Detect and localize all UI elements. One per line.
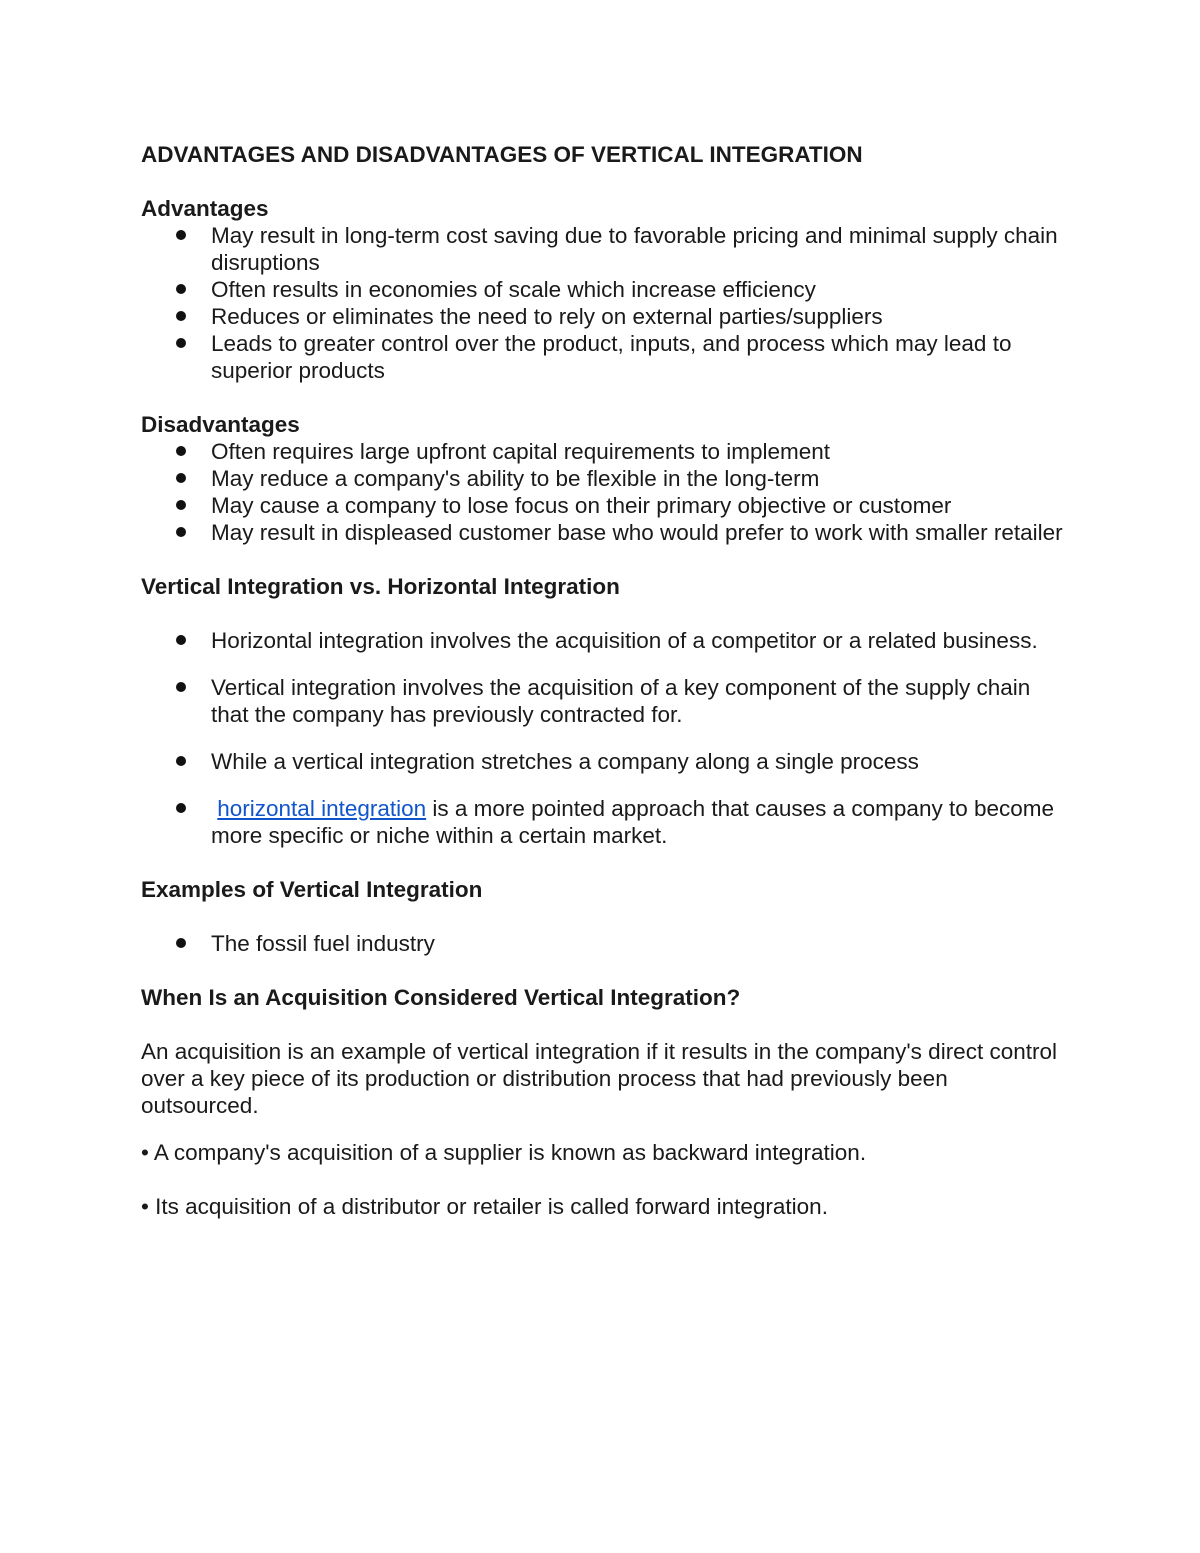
- examples-list: [141, 930, 1071, 957]
- list-item: [141, 748, 1071, 775]
- list-item: [141, 222, 1071, 276]
- examples-heading: Examples of Vertical Integration: [141, 877, 483, 902]
- advantages-heading: Advantages: [141, 196, 269, 221]
- vs-horizontal-heading: Vertical Integration vs. Horizontal Integration: [141, 574, 620, 599]
- disadvantages-heading: Disadvantages: [141, 412, 300, 437]
- list-item-text: May result in long-term cost saving due to favorable pricing and minimal supply chain disruptions: [211, 223, 1058, 275]
- list-item-text: is a more pointed approach that causes a company to become more specific or niche within a certain market.: [211, 796, 1055, 848]
- list-item: [141, 627, 1071, 654]
- list-item-text: While a vertical integration stretches a company along a single process: [211, 749, 919, 774]
- spacer: [141, 600, 1071, 627]
- horizontal-integration-link[interactable]: horizontal integration: [217, 796, 427, 821]
- list-item-text: Reduces or eliminates the need to rely on external parties/suppliers: [211, 304, 883, 329]
- list-item: [141, 674, 1071, 728]
- bullet-icon: [176, 500, 186, 510]
- spacer: [141, 546, 1071, 573]
- acquisition-paragraph: An acquisition is an example of vertical integration if it results in the company's direct control over a key piece of its production or distribution process that had previously been outsourced.: [141, 1039, 1057, 1118]
- list-item: [141, 795, 1071, 849]
- list-item: [141, 438, 1071, 465]
- list-item-text: Vertical integration involves the acquisition of a key component of the supply chain that the company has previously contracted for.: [211, 675, 1031, 727]
- bullet-icon: [176, 311, 186, 321]
- bullet-icon: [176, 803, 186, 813]
- bullet-icon: [176, 682, 186, 692]
- document-title: ADVANTAGES AND DISADVANTAGES OF VERTICAL INTEGRATION: [141, 142, 863, 167]
- list-item: [141, 930, 1071, 957]
- bullet-icon: [176, 446, 186, 456]
- spacer: [141, 903, 1071, 930]
- bullet-icon: [176, 284, 186, 294]
- list-item-text: The fossil fuel industry: [211, 931, 435, 956]
- list-item-text: Often requires large upfront capital requirements to implement: [211, 439, 831, 464]
- spacer: [141, 1166, 1071, 1193]
- document-content: [141, 141, 1071, 1220]
- list-item-text: Often results in economies of scale which increase efficiency: [211, 277, 816, 302]
- spacer: [141, 849, 1071, 876]
- advantages-list: [141, 222, 1071, 384]
- list-item-text: Horizontal integration involves the acquisition of a competitor or a related business.: [211, 628, 1038, 653]
- list-item-text: May reduce a company's ability to be flexible in the long-term: [211, 466, 820, 491]
- bullet-icon: [176, 230, 186, 240]
- list-item: [141, 330, 1071, 384]
- spacer: [141, 957, 1071, 984]
- list-item: [141, 492, 1071, 519]
- list-item: [141, 276, 1071, 303]
- bullet-icon: [176, 473, 186, 483]
- bullet-icon: [176, 938, 186, 948]
- backward-integration-text: • A company's acquisition of a supplier is known as backward integration.: [141, 1140, 867, 1165]
- spacer: [141, 384, 1071, 411]
- bullet-icon: [176, 756, 186, 766]
- disadvantages-list: [141, 438, 1071, 546]
- list-item: [141, 465, 1071, 492]
- spacer: [141, 1119, 1071, 1139]
- forward-integration-text: • Its acquisition of a distributor or retailer is called forward integration.: [141, 1194, 828, 1219]
- list-item-text: May result in displeased customer base who would prefer to work with smaller retailer: [211, 520, 1063, 545]
- bullet-icon: [176, 338, 186, 348]
- bullet-icon: [176, 527, 186, 537]
- acquisition-heading: When Is an Acquisition Considered Vertical Integration?: [141, 985, 741, 1010]
- list-item: [141, 519, 1071, 546]
- bullet-icon: [176, 635, 186, 645]
- list-item: [141, 303, 1071, 330]
- spacer: [141, 1011, 1071, 1038]
- list-item-text: May cause a company to lose focus on their primary objective or customer: [211, 493, 952, 518]
- vs-horizontal-list: [141, 627, 1071, 849]
- list-item-text: Leads to greater control over the product, inputs, and process which may lead to superior products: [211, 331, 1012, 383]
